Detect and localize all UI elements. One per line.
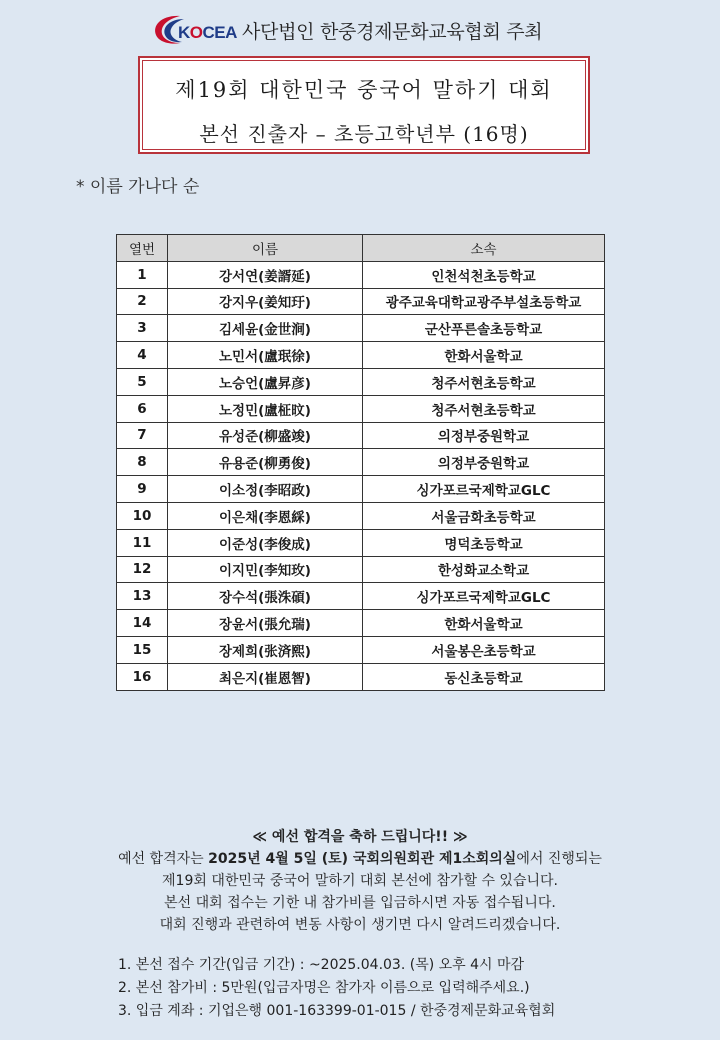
cell-name: 유용준(柳勇俊) xyxy=(168,449,363,476)
cell-number: 12 xyxy=(117,556,168,583)
cell-number: 16 xyxy=(117,663,168,690)
cell-number: 5 xyxy=(117,368,168,395)
cell-number: 11 xyxy=(117,529,168,556)
cell-school: 싱가포르국제학교GLC xyxy=(363,476,605,503)
table-row xyxy=(117,422,605,449)
logo-text-part: CEA xyxy=(202,23,237,42)
announcement xyxy=(0,826,720,936)
sort-note: * 이름 가나다 순 xyxy=(76,177,200,197)
cell-school: 인천석천초등학교 xyxy=(363,261,605,288)
table-row xyxy=(117,502,605,529)
cell-school: 한화서울학교 xyxy=(363,342,605,369)
table-row xyxy=(117,636,605,663)
registration-info xyxy=(118,954,555,1023)
logo-text xyxy=(178,23,237,43)
cell-school: 서울봉은초등학교 xyxy=(363,636,605,663)
cell-name: 이지민(李知玫) xyxy=(168,556,363,583)
cell-school: 동신초등학교 xyxy=(363,663,605,690)
table-row xyxy=(117,449,605,476)
cell-number: 10 xyxy=(117,502,168,529)
announcement-line-4: 대회 진행과 관련하여 변동 사항이 생기면 다시 알려드리겠습니다. xyxy=(159,917,561,933)
cell-name: 강지우(姜知玗) xyxy=(168,288,363,315)
cell-name: 장윤서(張允瑞) xyxy=(168,610,363,637)
page-subtitle: 본선 진출자 – 초등고학년부 (16명) xyxy=(199,122,529,146)
cell-name: 노민서(盧珉徐) xyxy=(168,342,363,369)
cell-name: 이은채(李恩綵) xyxy=(168,502,363,529)
table-row xyxy=(117,610,605,637)
table-header-row xyxy=(117,235,605,262)
table-row xyxy=(117,663,605,690)
cell-school: 한화서울학교 xyxy=(363,610,605,637)
cell-school: 군산푸른솔초등학교 xyxy=(363,315,605,342)
congrats-heading: ≪ 예선 합격을 축하 드립니다!! ≫ xyxy=(252,829,468,845)
cell-name: 노정민(盧柾旼) xyxy=(168,395,363,422)
finalists-table xyxy=(116,234,605,691)
announcement-line-1-pre: 예선 합격자는 xyxy=(118,851,209,867)
announcement-line-3: 본선 대회 접수는 기한 내 참가비를 입금하시면 자동 접수됩니다. xyxy=(164,895,556,911)
host-label: 사단법인 한중경제문화교육협회 주최 xyxy=(242,20,543,43)
table-row xyxy=(117,529,605,556)
table-row xyxy=(117,556,605,583)
cell-school: 서울금화초등학교 xyxy=(363,502,605,529)
table-row xyxy=(117,288,605,315)
cell-school: 싱가포르국제학교GLC xyxy=(363,583,605,610)
table-row xyxy=(117,395,605,422)
title-box xyxy=(138,56,590,154)
announcement-line-1 xyxy=(0,848,720,870)
cell-school: 의정부중원학교 xyxy=(363,422,605,449)
cell-school: 광주교육대학교광주부설초등학교 xyxy=(363,288,605,315)
cell-name: 이준성(李俊成) xyxy=(168,529,363,556)
logo-text-part: K xyxy=(178,23,190,42)
cell-name: 노승언(盧昇彦) xyxy=(168,368,363,395)
table-row xyxy=(117,368,605,395)
cell-school: 청주서현초등학교 xyxy=(363,368,605,395)
header-name: 이름 xyxy=(168,235,363,262)
cell-number: 14 xyxy=(117,610,168,637)
header-number: 열번 xyxy=(117,235,168,262)
table-row xyxy=(117,583,605,610)
cell-school: 명덕초등학교 xyxy=(363,529,605,556)
cell-number: 13 xyxy=(117,583,168,610)
logo-text-part: O xyxy=(189,23,203,42)
cell-number: 15 xyxy=(117,636,168,663)
cell-school: 한성화교소학교 xyxy=(363,556,605,583)
announcement-line-2: 제19회 대한민국 중국어 말하기 대회 본선에 참가할 수 있습니다. xyxy=(162,873,558,889)
header xyxy=(150,10,542,50)
cell-number: 4 xyxy=(117,342,168,369)
cell-name: 최은지(崔恩智) xyxy=(168,663,363,690)
cell-number: 6 xyxy=(117,395,168,422)
cell-name: 김세윤(金世涧) xyxy=(168,315,363,342)
cell-name: 장제희(张済熙) xyxy=(168,636,363,663)
table-row xyxy=(117,261,605,288)
cell-name: 강서연(姜諝延) xyxy=(168,261,363,288)
info-fee: 2. 본선 참가비 : 5만원(입금자명은 참가자 이름으로 입력해주세요.) xyxy=(118,980,530,996)
cell-number: 2 xyxy=(117,288,168,315)
table-row xyxy=(117,342,605,369)
kocea-logo xyxy=(150,13,236,47)
cell-number: 1 xyxy=(117,261,168,288)
cell-number: 7 xyxy=(117,422,168,449)
cell-name: 유성준(柳盛竣) xyxy=(168,422,363,449)
cell-name: 이소정(李昭政) xyxy=(168,476,363,503)
info-registration-period: 1. 본선 접수 기간(입금 기간) : ~2025.04.03. (목) 오후 4시 마감 xyxy=(118,957,525,973)
table-row xyxy=(117,315,605,342)
info-bank-account: 3. 입금 계좌 : 기업은행 001-163399-01-015 / 한중경제문화교육협회 xyxy=(118,1003,556,1019)
cell-number: 9 xyxy=(117,476,168,503)
cell-number: 8 xyxy=(117,449,168,476)
page-title: 제19회 대한민국 중국어 말하기 대회 xyxy=(175,78,553,102)
cell-school: 청주서현초등학교 xyxy=(363,395,605,422)
header-school: 소속 xyxy=(363,235,605,262)
table-row xyxy=(117,476,605,503)
announcement-line-1-post: 에서 진행되는 xyxy=(516,851,602,867)
cell-name: 장수석(張洙碩) xyxy=(168,583,363,610)
cell-number: 3 xyxy=(117,315,168,342)
cell-school: 의정부중원학교 xyxy=(363,449,605,476)
event-date-venue: 2025년 4월 5일 (토) 국회의원회관 제1소회의실 xyxy=(208,851,517,867)
